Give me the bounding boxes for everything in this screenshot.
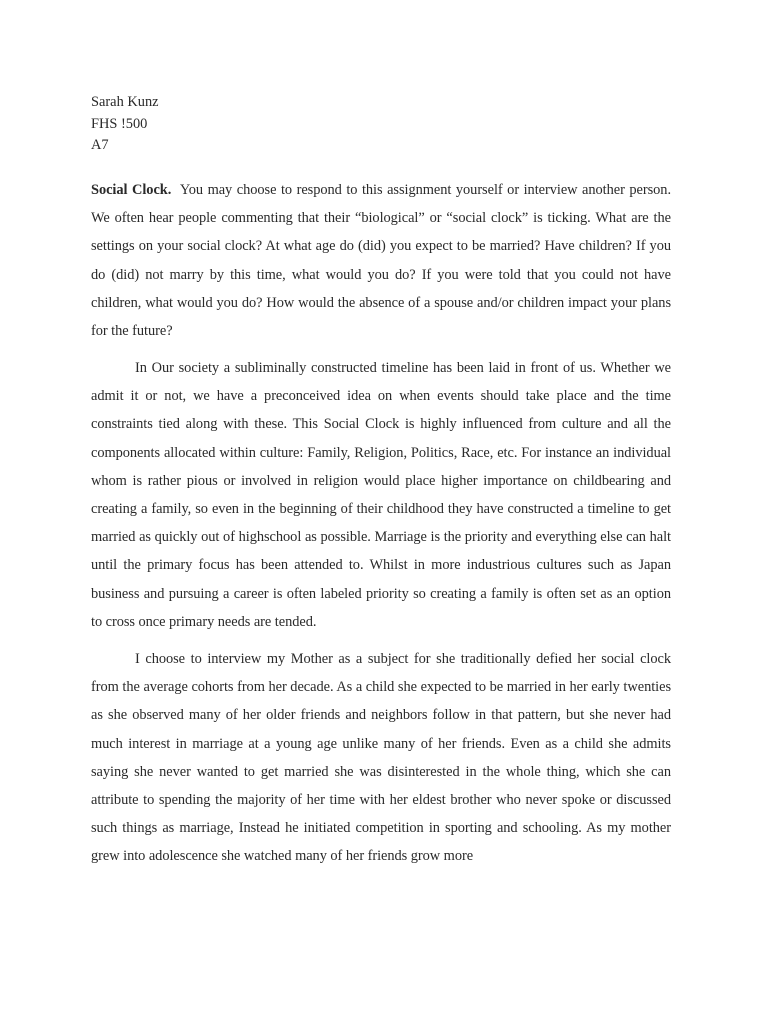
- prompt-title: Social Clock.: [91, 182, 172, 198]
- course-code: FHS !500: [91, 115, 148, 132]
- body-paragraph-1: In Our society a subliminally constructed timeline has been laid in front of us. Whether we admit it or not, we have a preconceived idea on when events should take place and the time constraints tied along with these. This Social Clock is highly influenced from culture and all the components allocated within culture: Family, Religion, Politics, Race, etc. For instance an individual whom is rather pious or involved in religion would place higher importance on childbearing and creating a family, so even in the beginning of their childhood they have constructed a timeline to get married as quickly out of highschool as possible. Marriage is the priority and everything else can halt until the primary focus has been attended to. Whilst in more industrious cultures such as Japan business and pursuing a career is often labeled priority so creating a family is often set as an option to cross once primary needs are tended.: [91, 360, 671, 630]
- body-paragraph-2: I choose to interview my Mother as a subject for she traditionally defied her social clock from the average cohorts from her decade. As a child she expected to be married in her early twenties as she observed many of her older friends and neighbors follow in that pattern, but she never had much interest in marriage at a young age unlike many of her friends. Even as a child she admits saying she never wanted to get married she was disinterested in the whole thing, which she can attribute to spending the majority of her time with her eldest brother who never spoke or discussed such things as marriage, Instead he initiated competition in sporting and schooling. As my mother grew into adolescence she watched many of her friends grow more: [91, 651, 671, 865]
- prompt-text: You may choose to respond to this assignment yourself or interview another person. We often hear people commenting that their “biological” or “social clock” is ticking. What are the settings on your social clock? At what age do (did) you expect to be married? Have children? If you do (did) not marry by this time, what would you do? If you were told that you could not have children, what would you do? How would the absence of a spouse and/or children impact your plans for the future?: [91, 182, 671, 340]
- author-name: Sarah Kunz: [91, 94, 159, 110]
- assignment-number: A7: [91, 137, 109, 153]
- assignment-prompt: [91, 176, 671, 345]
- document-header: [91, 92, 671, 157]
